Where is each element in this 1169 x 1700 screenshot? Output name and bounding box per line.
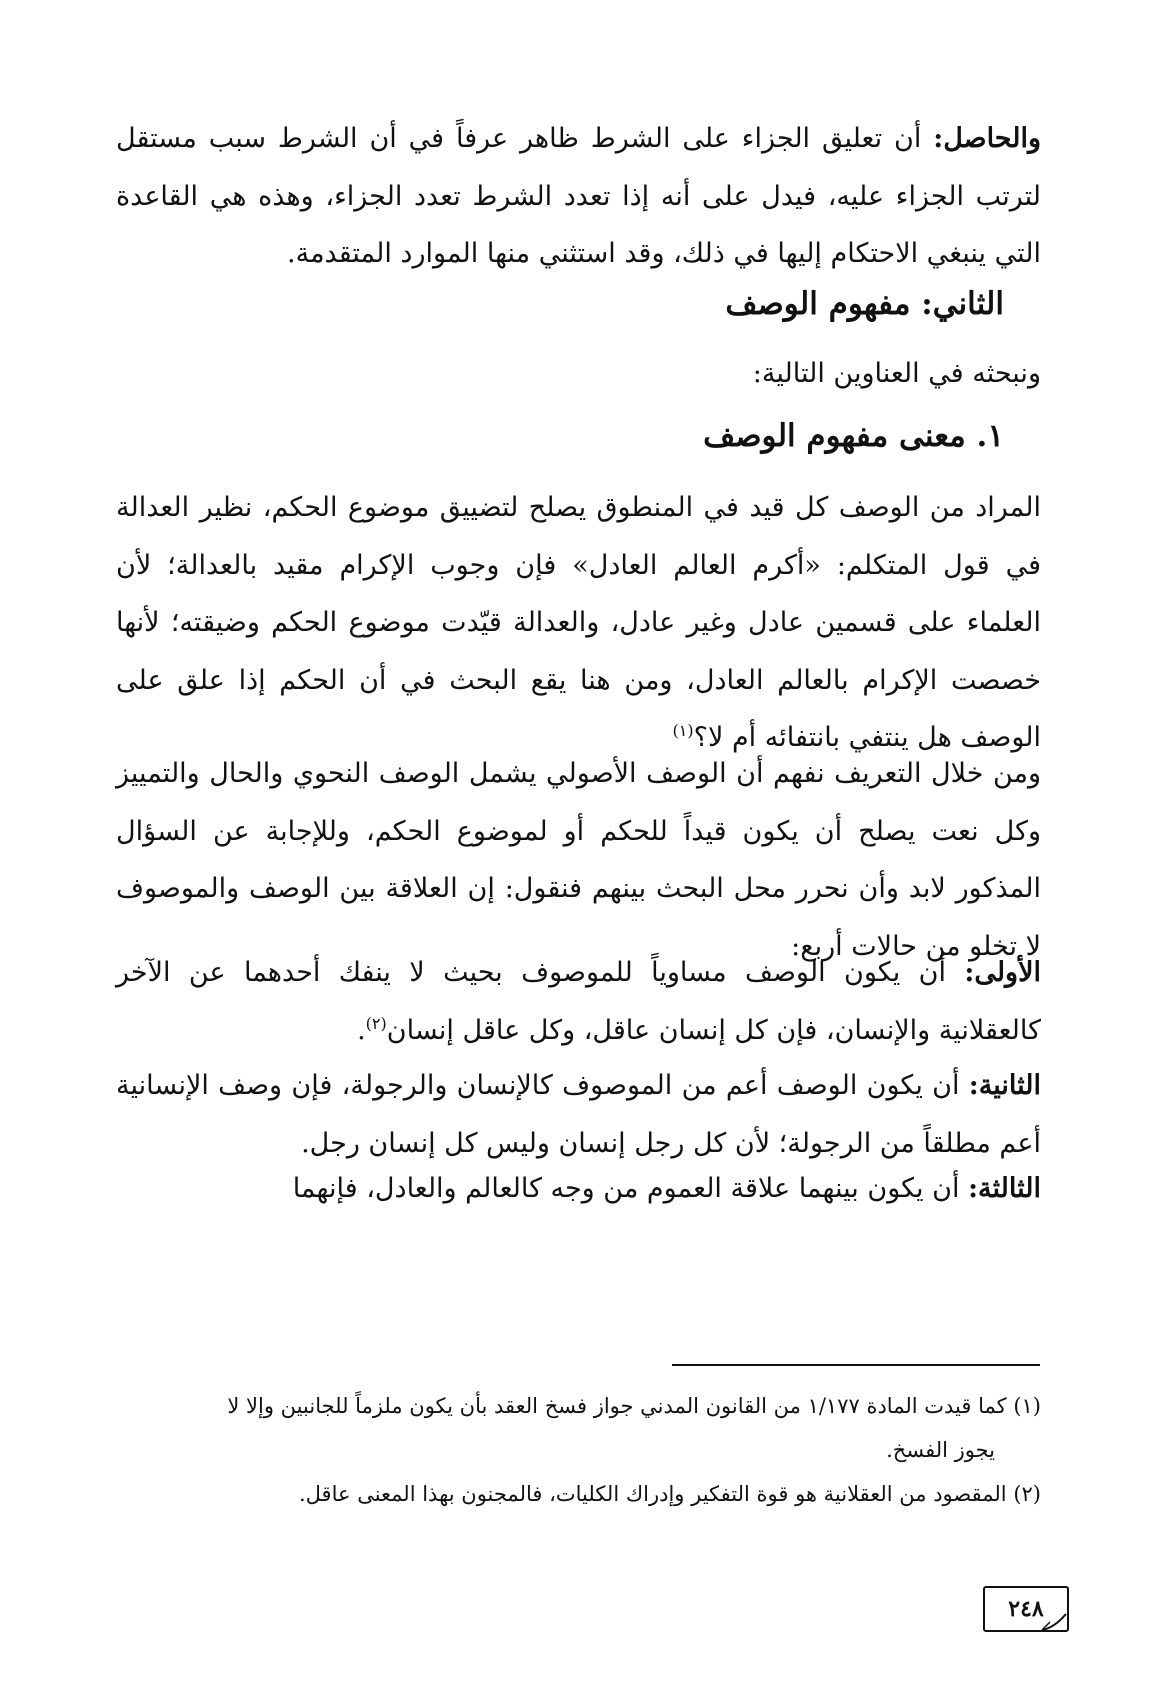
page-number-text: ٢٤٨ [1008,1596,1044,1622]
case3-text: أن يكون بينهما علاقة العموم من وجه كالعالم والعادل، فإنهما [292,1173,960,1204]
case-second [116,1057,1041,1172]
case1-label: الأولى: [964,957,1041,988]
footnote-1-continuation [116,1428,995,1472]
page-curl-icon [1040,1612,1068,1632]
case1-end: . [357,1014,366,1046]
scope-paragraph [116,745,1041,975]
footnote-2-text: المقصود من العقلانية هو قوة التفكير وإدراك الكليات، فالمجنون بهذا المعنى عاقل. [298,1482,1007,1506]
intro-paragraph [116,110,1041,283]
footnote-divider [672,1364,1040,1366]
subintro-text: ونبحثه في العناوين التالية: [752,358,1041,389]
intro-text: أن تعليق الجزاء على الشرط ظاهر عرفاً في أن الشرط سبب مستقل لترتب الجزاء عليه، فيدل على أنه إذا تعدد الشرط تعدد الجزاء، وهذه هي القاعدة التي ينبغي الاحتكام إليها في ذلك، وقد استثني منها الموارد المتقدمة. [116,123,1041,269]
case1-text: أن يكون الوصف مساوياً للموصوف بحيث لا ينفك أحدهما عن الآخر كالعقلانية والإنسان، فإن كل إنسان عاقل، وكل عاقل إنسان [116,957,1041,1046]
case2-text: أن يكون الوصف أعم من الموصوف كالإنسان والرجولة، فإن وصف الإنسانية أعم مطلقاً من الرجولة؛ لأن كل رجل إنسان وليس كل إنسان رجل. [116,1070,1041,1159]
case3-label: الثالثة: [968,1173,1041,1204]
footnote-1-number: (١) [1013,1394,1041,1418]
subheading-text: ١. معنى مفهوم الوصف [703,418,1004,454]
footnote-ref-1: (١) [672,721,694,740]
footnote-ref-2: (٢) [365,1013,387,1033]
subheading [703,418,1004,454]
section-label: الثاني: [921,286,1004,322]
footnote-2 [116,1472,1041,1516]
section-title: مفهوم الوصف [725,286,911,322]
footnote-1 [116,1384,1041,1428]
definition-paragraph [116,479,1041,767]
section-heading [725,286,1004,322]
subintro-line [116,345,1041,403]
footnote-1-text: كما قيدت المادة ١/١٧٧ من القانون المدني جواز فسخ العقد بأن يكون ملزماً للجانبين وإلا لا [227,1394,1007,1418]
footnote-2-number: (٢) [1013,1482,1041,1506]
para1-text: المراد من الوصف كل قيد في المنطوق يصلح لتضييق موضوع الحكم، نظير العدالة في قول المتكلم: «أكرم العالم العادل» فإن وجوب الإكرام مقيد بالعدالة؛ لأن العلماء على قسمين عادل وغير عادل، والعدالة قيّدت موضوع الحكم وضيقته؛ لأنها خصصت الإكرام بالعالم العادل، ومن هنا يقع البحث في أن الحكم إذا علق على الوصف هل ينتفي بانتفائه أم لا؟ [116,492,1041,753]
footnotes [116,1384,1041,1516]
footnote-1-cont-text: يجوز الفسخ. [886,1438,995,1462]
case-first [116,944,1041,1059]
case-third [116,1160,1041,1218]
intro-label: والحاصل: [933,123,1041,154]
para2-text: ومن خلال التعريف نفهم أن الوصف الأصولي يشمل الوصف النحوي والحال والتمييز وكل نعت يصلح أن يكون قيداً للحكم أو لموضوع الحكم، وللإجابة عن السؤال المذكور لابد وأن نحرر محل البحث بينهم فنقول: إن العلاقة بين الوصف والموصوف لا تخلو من حالات أربع: [116,758,1041,962]
case2-label: الثانية: [968,1070,1041,1101]
